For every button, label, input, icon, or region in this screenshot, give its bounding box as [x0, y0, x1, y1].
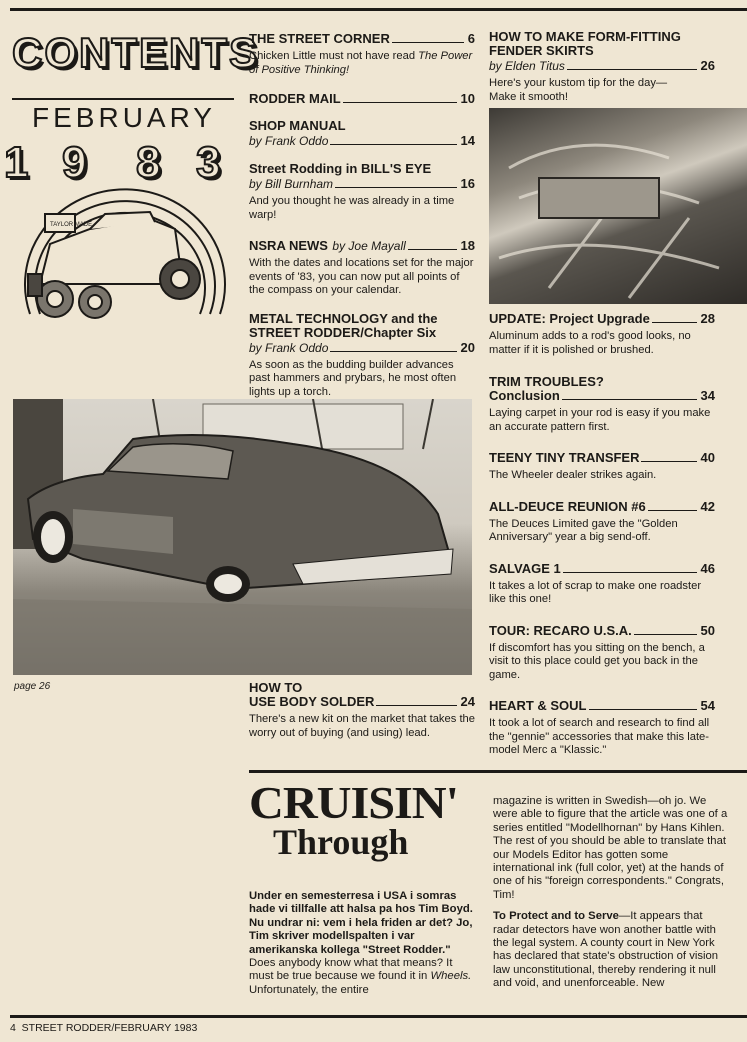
photo-caption: page 26 [14, 681, 51, 692]
cruisin-column-2 [493, 795, 731, 991]
toc-entry-body-solder[interactable]: HOW TO USE BODY SOLDER 24 There's a new kit on the market that takes the worry out of buying (and using) lead. [249, 680, 476, 739]
cruisin-headline: CRUISIN' [249, 777, 458, 828]
page-footer: 4 STREET RODDER/FEBRUARY 1983 [10, 1022, 198, 1034]
swedish-paragraph: Under en semesterresa i USA i somras hade vi tillfalle att halsa pa hos Tim Boyd. Nu undrar ni: vem i hela friden ar det? Jo, Tim skriver modellspalten i var amerikanska kollega "Street Rodder." [249, 890, 473, 956]
cruisin-paragraph-1: Does anybody know what that means? It must be true because we found it in Wheels. Unfortunately, the entire [249, 957, 472, 996]
toc-entry-shop-manual[interactable]: SHOP MANUAL by Frank Oddo 14 [249, 118, 475, 148]
cruisin-paragraph-2: magazine is written in Swedish—oh jo. We were able to figure that the article was one of a series entitled "Modellhornan" by Hans Kihlen. The rest of you should be able to translate that our Models Editor has gotten some international ink (full color, yet) at the hands of one of his "foreign correspondents." Congrats, Tim! [493, 795, 728, 901]
engine-photo [489, 108, 747, 304]
cruisin-paragraph-3: To Protect and to Serve—It appears that radar detectors have won another battle with the legal system. A county court in New York has declared that state's obstruction of vision law unconstitutional, thereby rendering it null and void, and unenforceable. New [493, 910, 719, 990]
merc-photo [13, 399, 472, 675]
toc-entry-rodder-mail[interactable]: RODDER MAIL 10 [249, 91, 475, 106]
toc-entry-nsra-news[interactable]: NSRA NEWS by Joe Mayall 18 With the dates and locations set for the major events of '83, you can now put all points of the compass on your calendar. [249, 238, 475, 296]
year-digit-8: 8 [136, 138, 163, 187]
top-rule [10, 8, 747, 11]
toc-entry-salvage[interactable]: SALVAGE 1 46 It takes a lot of scrap to make one roadster like this one! [489, 560, 715, 605]
toc-entry-project-upgrade[interactable]: UPDATE: Project Upgrade 28 Aluminum adds to a rod's good looks, no matter if it is polished or brushed. [489, 311, 715, 356]
toc-entry-fender-skirts[interactable]: HOW TO MAKE FORM-FITTING FENDER SKIRTS by Elden Titus 26 Here's your kustom tip for the day— Make it smooth! [489, 29, 715, 103]
toc-left-column [249, 32, 475, 399]
toc-entry-recaro[interactable]: TOUR: RECARO U.S.A. 50 If discomfort has you sitting on the bench, a visit to this place could get you back in the game. [489, 622, 715, 681]
month-label: FEBRUARY [32, 102, 216, 133]
toc-entry-all-deuce[interactable]: ALL-DEUCE REUNION #6 42 The Deuces Limited gave the "Golden Anniversary" year a big send-off. [489, 498, 715, 543]
toc-entry-street-corner[interactable]: THE STREET CORNER 6 Chicken Little must not have read The Power of Positive Thinking! [249, 31, 475, 76]
toc-entry-trim-troubles[interactable]: TRIM TROUBLES? Conclusion 34 Laying carpet in your rod is easy if you make an accurate pattern first. [489, 374, 715, 433]
year-digit-9: 9 [62, 138, 89, 187]
contents-heading: CONTENTS [12, 29, 259, 76]
toc-entry-bills-eye[interactable]: Street Rodding in BILL'S EYE by Bill Burnham 16 And you thought he was already in a time warp! [249, 161, 475, 221]
toc-entry-teeny-tiny[interactable]: TEENY TINY TRANSFER 40 The Wheeler dealer strikes again. [489, 450, 715, 481]
cruisin-column-1 [249, 890, 479, 997]
year-digit-1: 1 [4, 138, 31, 187]
year-digit-3: 3 [196, 138, 223, 187]
bottom-rule [10, 1015, 747, 1018]
through-headline: Through [273, 822, 409, 862]
cruisin-rule [249, 770, 747, 773]
toc-right-column [489, 312, 715, 758]
toc-entry-metal-technology[interactable]: METAL TECHNOLOGY and the STREET RODDER/Chapter Six by Frank Oddo 20 As soon as the budding builder advances past hammers and prybars, he most often lights up a torch. [249, 310, 475, 398]
logo-plate-text: TAYLOR MADE [50, 222, 93, 228]
toc-entry-heart-soul[interactable]: HEART & SOUL 54 It took a lot of search and research to find all the "gennie" accessories that make this late-model Merc a "Klassic." [489, 698, 715, 756]
